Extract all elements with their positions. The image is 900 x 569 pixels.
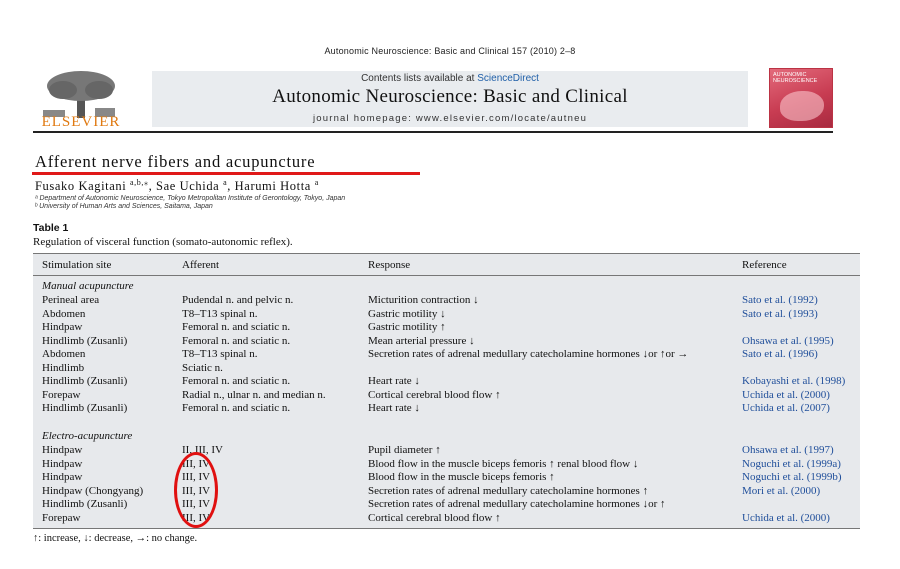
table-label: Table 1 [33, 222, 69, 234]
table-footnote: ↑: increase, ↓: decrease, →: no change. [33, 533, 198, 544]
affiliation-b: ᵇ University of Human Arts and Sciences, Saitama, Japan [35, 203, 213, 210]
table-caption: Regulation of visceral function (somato-autonomic reflex). [33, 236, 293, 248]
header-divider [33, 131, 833, 133]
table-row: Hindpaw II, III, IV Pupil diameter ↑ Ohsawa et al. (1997) [42, 444, 834, 456]
table-row: Hindlimb (Zusanli) Femoral n. and sciatic n. Mean arterial pressure ↓ Ohsawa et al. (1995) [42, 334, 834, 347]
reference-link[interactable]: Noguchi et al. (1999b) [742, 471, 842, 483]
reference-link[interactable]: Noguchi et al. (1999a) [742, 457, 841, 470]
reference-link[interactable]: Uchida et al. (2000) [742, 511, 830, 524]
column-header-site: Stimulation site [42, 259, 112, 271]
contents-prefix: Contents lists available at [361, 73, 478, 84]
table-row: Forepaw III, IV Cortical cerebral blood flow ↑ Uchida et al. (2000) [42, 511, 830, 524]
table-row: Abdomen T8–T13 spinal n. Secretion rates of adrenal medullary catecholamine hormones ↓or ↑or → Sato et al. (1996) [42, 348, 818, 360]
table-row: Hindpaw Femoral n. and sciatic n. Gastric motility ↑ [42, 321, 446, 333]
column-header-reference: Reference [742, 259, 787, 271]
journal-homepage[interactable]: journal homepage: www.elsevier.com/locate/autneu [312, 113, 588, 124]
article-title: Afferent nerve fibers and acupuncture [35, 152, 316, 171]
reference-link[interactable]: Uchida et al. (2007) [742, 402, 830, 414]
table-bottom-rule [33, 528, 860, 529]
affiliation-a: ᵃ Department of Autonomic Neuroscience, Tokyo Metropolitan Institute of Gerontology, Tokyo, Japan [35, 195, 346, 202]
reference-link[interactable]: Ohsawa et al. (1995) [742, 334, 834, 347]
table-row: Hindpaw (Chongyang) III, IV Secretion rates of adrenal medullary catecholamine hormones ↑ Mori et al. (2000) [42, 484, 821, 497]
cover-title: AUTONOMIC NEUROSCIENCE [773, 72, 818, 84]
tree-icon [33, 70, 129, 118]
table-header-row [33, 254, 860, 276]
reference-link[interactable]: Ohsawa et al. (1997) [742, 444, 834, 456]
cover-illustration [780, 91, 824, 121]
section-heading-manual: Manual acupuncture [42, 280, 134, 292]
journal-cover-image [769, 68, 833, 128]
section-heading-electro: Electro-acupuncture [42, 430, 133, 442]
reference-link[interactable]: Kobayashi et al. (1998) [742, 375, 846, 387]
table-row: Abdomen T8–T13 spinal n. Gastric motility ↓ Sato et al. (1993) [42, 307, 818, 320]
reference-link[interactable]: Sato et al. (1993) [742, 307, 818, 320]
table-row: Hindlimb (Zusanli) III, IV Secretion rates of adrenal medullary catecholamine hormones ↓or ↑ [42, 498, 666, 510]
table-row: Perineal area Pudendal n. and pelvic n. Micturition contraction ↓ Sato et al. (1992) [42, 294, 818, 306]
author-1[interactable]: Fusako Kagitani $^{a,b,⁎}$ [35, 178, 149, 194]
journal-banner [152, 71, 748, 127]
table-row: Hindpaw III, IV Blood flow in the muscle biceps femoris ↑ renal blood flow ↓ Noguchi et al. (1999a) [42, 457, 841, 470]
reference-link[interactable]: Sato et al. (1992) [742, 294, 818, 306]
red-highlight-circle [174, 452, 218, 528]
data-table [33, 253, 860, 529]
reference-link[interactable]: Mori et al. (2000) [742, 484, 821, 497]
publisher-name: ELSEVIER [41, 114, 121, 130]
reference-link[interactable]: Uchida et al. (2000) [742, 388, 830, 401]
column-header-response: Response [368, 259, 411, 271]
table-row: Hindlimb (Zusanli) Femoral n. and sciatic n. Heart rate ↓ Kobayashi et al. (1998) [42, 375, 846, 387]
table-row: Hindlimb Sciatic n. [42, 361, 223, 374]
author-2[interactable]: Sae Uchida $^a$ [156, 178, 228, 194]
reference-link[interactable]: Sato et al. (1996) [742, 348, 818, 360]
elsevier-logo [33, 70, 129, 130]
journal-citation: Autonomic Neuroscience: Basic and Clinical 157 (2010) 2–8 [324, 46, 576, 56]
journal-title: Autonomic Neuroscience: Basic and Clinical [272, 86, 628, 107]
sciencedirect-link[interactable]: ScienceDirect [477, 73, 539, 84]
title-highlight-underline [32, 172, 420, 175]
table-row: Forepaw Radial n., ulnar n. and median n. Cortical cerebral blood flow ↑ Uchida et al. (2000) [42, 388, 830, 401]
table-row: Hindpaw III, IV Blood flow in the muscle biceps femoris ↑ Noguchi et al. (1999b) [42, 471, 842, 483]
author-list: Fusako Kagitani $^{a,b,⁎}$, Sae Uchida $^a$, Harumi Hotta $^a$ [35, 178, 319, 194]
column-header-afferent: Afferent [182, 259, 220, 271]
table-row: Hindlimb (Zusanli) Femoral n. and sciatic n. Heart rate ↓ Uchida et al. (2007) [42, 402, 830, 414]
contents-line [152, 73, 748, 84]
author-3[interactable]: Harumi Hotta $^a$ [234, 178, 319, 194]
